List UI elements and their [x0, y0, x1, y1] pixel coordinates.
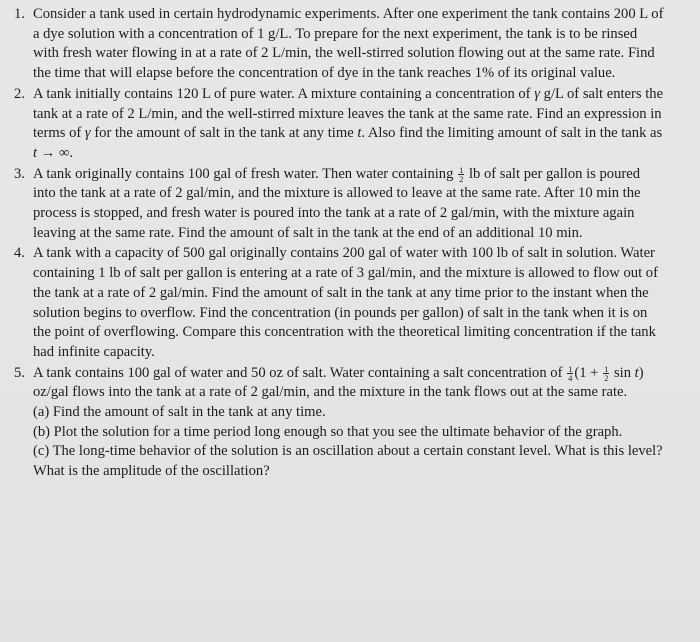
fraction [458, 166, 464, 183]
problem-text [33, 364, 664, 403]
text-segment: for the amount of salt in the tank at any time [94, 125, 354, 142]
subpart-c: (c) The long-time behavior of the solution is an oscillation about a certain constant level. What is this level? What is the amplitude of the oscillation? [33, 443, 663, 480]
fraction-numerator: 1 [568, 363, 573, 374]
problem-5 [14, 364, 664, 482]
text-segment: sin [613, 364, 631, 381]
subpart-b: (b) Plot the solution for a time period long enough so that you see the ultimate behavior of the graph. [33, 423, 623, 440]
fraction-denominator: 2 [604, 372, 609, 383]
math-variable: t [634, 364, 639, 381]
math-variable: t [357, 125, 362, 142]
text-segment: lb of salt per gallon is poured into the tank at a rate of 2 gal/min, and the mixture is allowed to leave at the same rate. After 10 min the process is stopped, and fresh water is poured into the tank at a rate of 2 gal/min, with the mixture again leaving at the same rate. Find the amount of salt in the tank at the end of an additional 10 min. [33, 165, 641, 241]
problem-4 [14, 244, 664, 362]
text-segment: g/L of salt enters the tank at a rate of 2 L/min, and the well-stirred mixture leaves the tank at the same rate. Find an expression in terms of [33, 85, 664, 142]
text-segment: . Also find the limiting amount of salt in the tank as [361, 125, 663, 142]
text-segment: A tank contains 100 gal of water and 50 oz of salt. Water containing a salt concentration of [33, 364, 563, 381]
math-variable: γ [84, 125, 91, 142]
problem-text: A tank with a capacity of 500 gal originally contains 200 gal of water with 100 lb of salt in solution. Water containing 1 lb of salt per gallon is entering at a rate of 3 gal/min, and the mixture is allowed to flow out of the tank at a rate of 2 gal/min. Find the amount of salt in the tank at any time prior to the instant when the solution begins to overflow. Find the concentration (in pounds per gallon) of salt in the tank when it is on the point of overflowing. Compare this concentration with the theoretical limiting concentration if the tank had infinite capacity. [33, 245, 658, 360]
text-segment: A tank originally contains 100 gal of fresh water. Then water containing [33, 165, 454, 182]
problem-number: 1. [14, 6, 25, 22]
problem-text: Consider a tank used in certain hydrodynamic experiments. After one experiment the tank contains 200 L of a dye solution with a concentration of 1 g/L. To prepare for the next experiment, the tank is to be rinsed with fresh water flowing in at a rate of 2 L/min, the well-stirred solution flowing out at the same rate. Find the time that will elapse before the concentration of dye in the tank reaches 1% of its original value. [33, 6, 664, 82]
fraction-denominator: 2 [459, 173, 464, 184]
fraction [567, 365, 573, 382]
problem-number: 4. [14, 245, 25, 262]
fraction [603, 365, 609, 382]
problem-number: 3. [14, 165, 25, 182]
math-variable: γ [534, 85, 540, 102]
subpart-a: (a) Find the amount of salt in the tank at any time. [33, 404, 326, 421]
fraction-numerator: 1 [604, 363, 609, 374]
text-segment: ) oz/gal flows into the tank at a rate of 2 gal/min, and the mixture in the tank flows out at the same rate. [33, 364, 644, 401]
fraction-numerator: 1 [459, 164, 464, 175]
problem-3 [14, 165, 664, 244]
problem-text [33, 85, 664, 164]
problem-number: 2. [14, 85, 25, 102]
problem-text [33, 165, 664, 244]
problem-1 [14, 5, 664, 84]
math-variable: t [33, 144, 38, 161]
text-segment: A tank initially contains 120 L of pure water. A mixture containing a concentration of [33, 85, 531, 102]
text-segment: (1 + [574, 364, 599, 381]
fraction-denominator: 4 [568, 372, 573, 383]
problem-2 [14, 85, 664, 164]
problem-number: 5. [14, 364, 25, 381]
text-segment: → ∞. [40, 144, 74, 161]
